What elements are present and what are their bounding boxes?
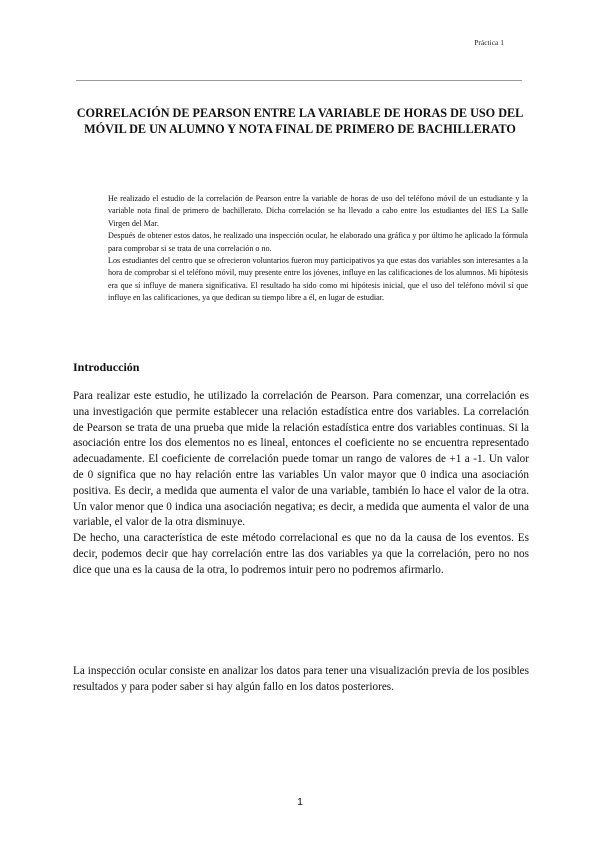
title-line-2: MÓVIL DE UN ALUMNO Y NOTA FINAL DE PRIMERO DE BACHILLERATO [84, 122, 516, 136]
section-heading-introduccion: Introducción [73, 360, 140, 374]
document-title [70, 105, 530, 137]
abstract-paragraph: Después de obtener estos datos, he realizado una inspección ocular, he elaborado una gráfica y por último he aplicado la fórmula para comprobar si se trata de una correlación o no. [108, 231, 528, 253]
page-number: 1 [297, 796, 303, 808]
title-line-1: CORRELACIÓN DE PEARSON ENTRE LA VARIABLE DE HORAS DE USO DEL [76, 106, 524, 120]
introduction-paragraph: Para realizar este estudio, he utilizado la correlación de Pearson. Para comenzar, una correlación es una investigación que permite establecer una relación estadística entre dos variables. La correlación de Pearson se trata de una prueba que mide la relación estadística entre dos variables continuas. Si la asociación entre los dos elementos no es lineal, entonces el coeficiente no se encuentra representado adecuadamente. El coeficiente de correlación puede tomar un rango de valores de +1 a -1. Un valor de 0 significa que no hay relación entre las variables Un valor mayor que 0 indica una asociación positiva. Es decir, a medida que aumenta el valor de una variable, también lo hace el valor de la otra. Un valor menor que 0 indica una asociación negativa; es decir, a medida que aumenta el valor de una variable, el valor de la otra disminuye. [73, 390, 529, 529]
introduction-body [73, 389, 529, 579]
ocular-inspection-paragraph: La inspección ocular consiste en analizar los datos para tener una visualización previa de los posibles resultados y para poder saber si hay algún fallo en los datos posteriores. [73, 665, 529, 693]
abstract [108, 193, 528, 305]
header-divider [76, 80, 522, 81]
header-label: Práctica 1 [474, 38, 504, 47]
abstract-paragraph: He realizado el estudio de la correlación de Pearson entre la variable de horas de uso del teléfono móvil de un estudiante y la variable nota final de primero de bachillerato. Dicha correlación se ha llevado a cabo entre los estudiantes del IES La Salle Virgen del Mar. [108, 194, 528, 228]
introduction-paragraph: De hecho, una característica de este método correlacional es que no da la causa de los eventos. Es decir, podemos decir que hay correlación entre las dos variables ya que la correlación, pero no nos dice que una es la causa de la otra, lo podremos intuir pero no podremos afirmarlo. [73, 532, 529, 576]
abstract-paragraph: Los estudiantes del centro que se ofrecieron voluntarios fueron muy participativos ya que estas dos variables son interesantes a la hora de comprobar si el teléfono móvil, muy presente entre los jóvenes, influye en las calificaciones de los alumnos. Mi hipótesis era que sí influye de manera significativa. El resultado ha sido como mi hipótesis inicial, que el uso del teléfono móvil sí que influye en las calificaciones, ya que dedican su tiempo libre a él, en lugar de estudiar. [108, 256, 528, 303]
